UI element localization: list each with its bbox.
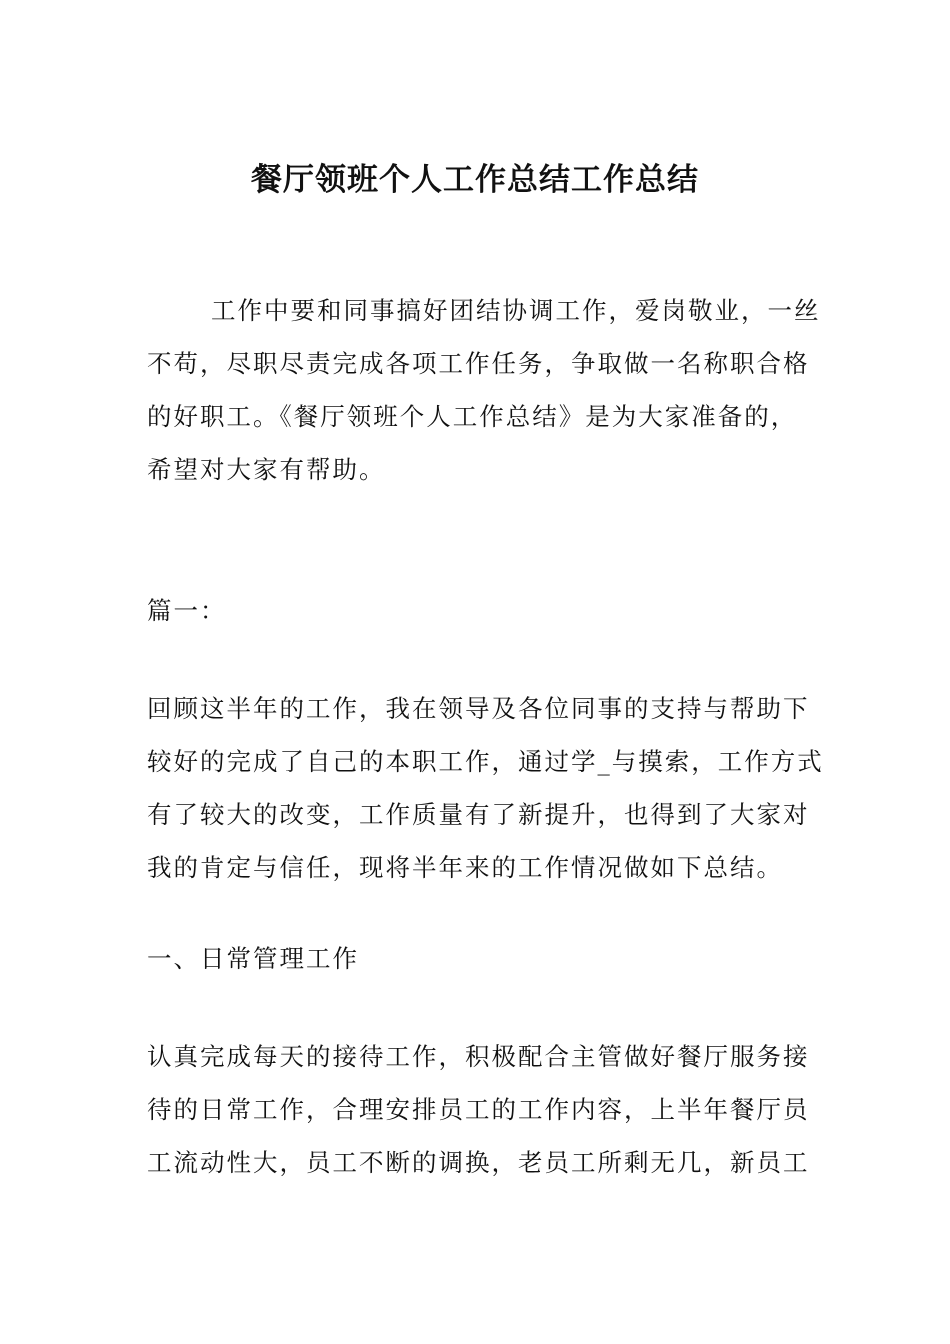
- intro-line: 的好职工。《餐厅领班个人工作总结》是为大家准备的，: [147, 402, 798, 431]
- daily-line: 待的日常工作，合理安排员工的工作内容，上半年餐厅员: [147, 1095, 810, 1124]
- section-heading: 一、日常管理工作: [147, 944, 359, 973]
- intro-line: 工作中要和同事搞好团结协调工作，爱岗敬业，一丝: [211, 296, 821, 325]
- document-title: 餐厅领班个人工作总结工作总结: [251, 162, 699, 198]
- review-line: 我的肯定与信任，现将半年来的工作情况做如下总结。: [147, 853, 783, 882]
- daily-line: 工流动性大，员工不断的调换，老员工所剩无几，新员工: [147, 1148, 810, 1177]
- review-line: 有了较大的改变，工作质量有了新提升，也得到了大家对: [147, 800, 810, 829]
- review-line: 回顾这半年的工作，我在领导及各位同事的支持与帮助下: [147, 694, 810, 723]
- section-label: 篇一：: [147, 596, 227, 625]
- intro-line: 希望对大家有帮助。: [147, 455, 386, 484]
- daily-line: 认真完成每天的接待工作，积极配合主管做好餐厅服务接: [147, 1042, 810, 1071]
- section-label-block: [147, 584, 809, 637]
- intro-line: 不苟，尽职尽责完成各项工作任务，争取做一名称职合格: [147, 349, 810, 378]
- heading-block: [147, 932, 809, 985]
- review-line: 较好的完成了自己的本职工作，通过学_与摸索，工作方式: [147, 747, 824, 776]
- daily-paragraph: [147, 1030, 809, 1189]
- intro-paragraph: [147, 284, 821, 496]
- review-paragraph: [147, 682, 824, 894]
